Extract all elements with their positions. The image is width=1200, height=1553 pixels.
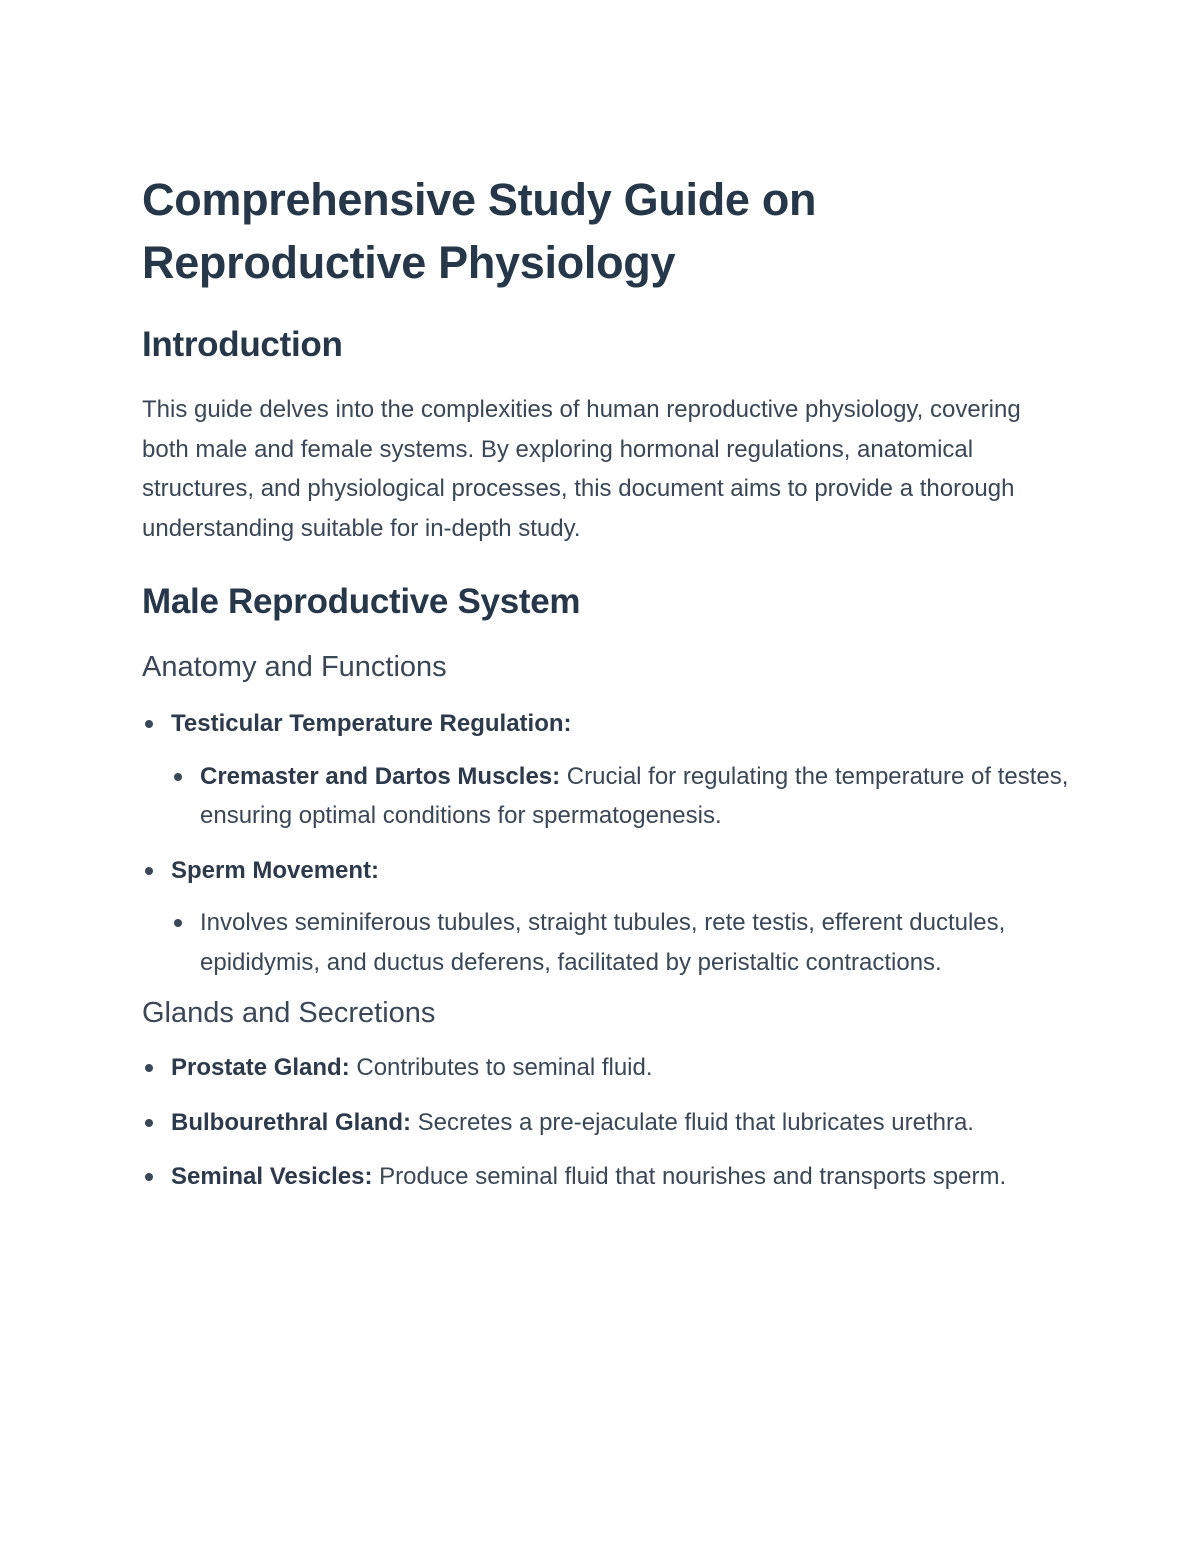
- list-item-text: Produce seminal fluid that nourishes and transports sperm.: [372, 1163, 1007, 1190]
- sublist: [171, 757, 1072, 836]
- list-item: [171, 1157, 1072, 1197]
- list-item-label: Cremaster and Dartos Muscles:: [200, 762, 561, 790]
- list-item-label: Bulbourethral Gland:: [171, 1108, 411, 1136]
- list-item: [200, 903, 1072, 982]
- bullet-icon: [145, 1173, 153, 1181]
- anatomy-list: [142, 704, 1072, 982]
- list-item-label: Prostate Gland:: [171, 1054, 350, 1081]
- list-item-text: Contributes to seminal fluid.: [349, 1054, 653, 1081]
- glands-list: [142, 1048, 1072, 1197]
- bullet-icon: [145, 1119, 153, 1127]
- list-item: [171, 1048, 1072, 1088]
- subsection-heading-glands: Glands and Secretions: [142, 997, 436, 1029]
- list-item: [171, 851, 1072, 983]
- list-item-label: Testicular Temperature Regulation:: [171, 710, 572, 737]
- list-item: [171, 1103, 1072, 1143]
- list-item-text: Crucial for regulating the temperature of testes, ensuring optimal conditions for spermatogenesis.: [200, 762, 1069, 829]
- list-item-text: Involves seminiferous tubules, straight tubules, rete testis, efferent ductules, epididymis, and ductus deferens, facilitated by peristaltic contractions.: [200, 909, 1006, 976]
- list-item-label: Sperm Movement:: [171, 856, 380, 884]
- bullet-icon: [145, 720, 153, 728]
- list-item: [171, 704, 1072, 836]
- page-title: Comprehensive Study Guide on Reproductive Physiology: [142, 174, 817, 288]
- section-heading-male-system: Male Reproductive System: [142, 582, 581, 621]
- list-item-text: Secretes a pre-ejaculate fluid that lubricates urethra.: [411, 1108, 974, 1136]
- section-heading-introduction: Introduction: [142, 325, 343, 364]
- bullet-icon: [174, 919, 182, 927]
- bullet-icon: [145, 867, 153, 875]
- introduction-paragraph: This guide delves into the complexities of human reproductive physiology, covering both male and female systems. By exploring hormonal regulations, anatomical structures, and physiological processes, this document aims to provide a thorough understanding suitable for in-depth study.: [142, 396, 1021, 542]
- bullet-icon: [145, 1064, 153, 1072]
- sublist: [171, 903, 1072, 982]
- document-page: [142, 168, 1072, 1197]
- bullet-icon: [174, 773, 182, 781]
- list-item-label: Seminal Vesicles:: [171, 1163, 373, 1190]
- subsection-heading-anatomy: Anatomy and Functions: [142, 651, 447, 683]
- list-item: [200, 757, 1072, 836]
